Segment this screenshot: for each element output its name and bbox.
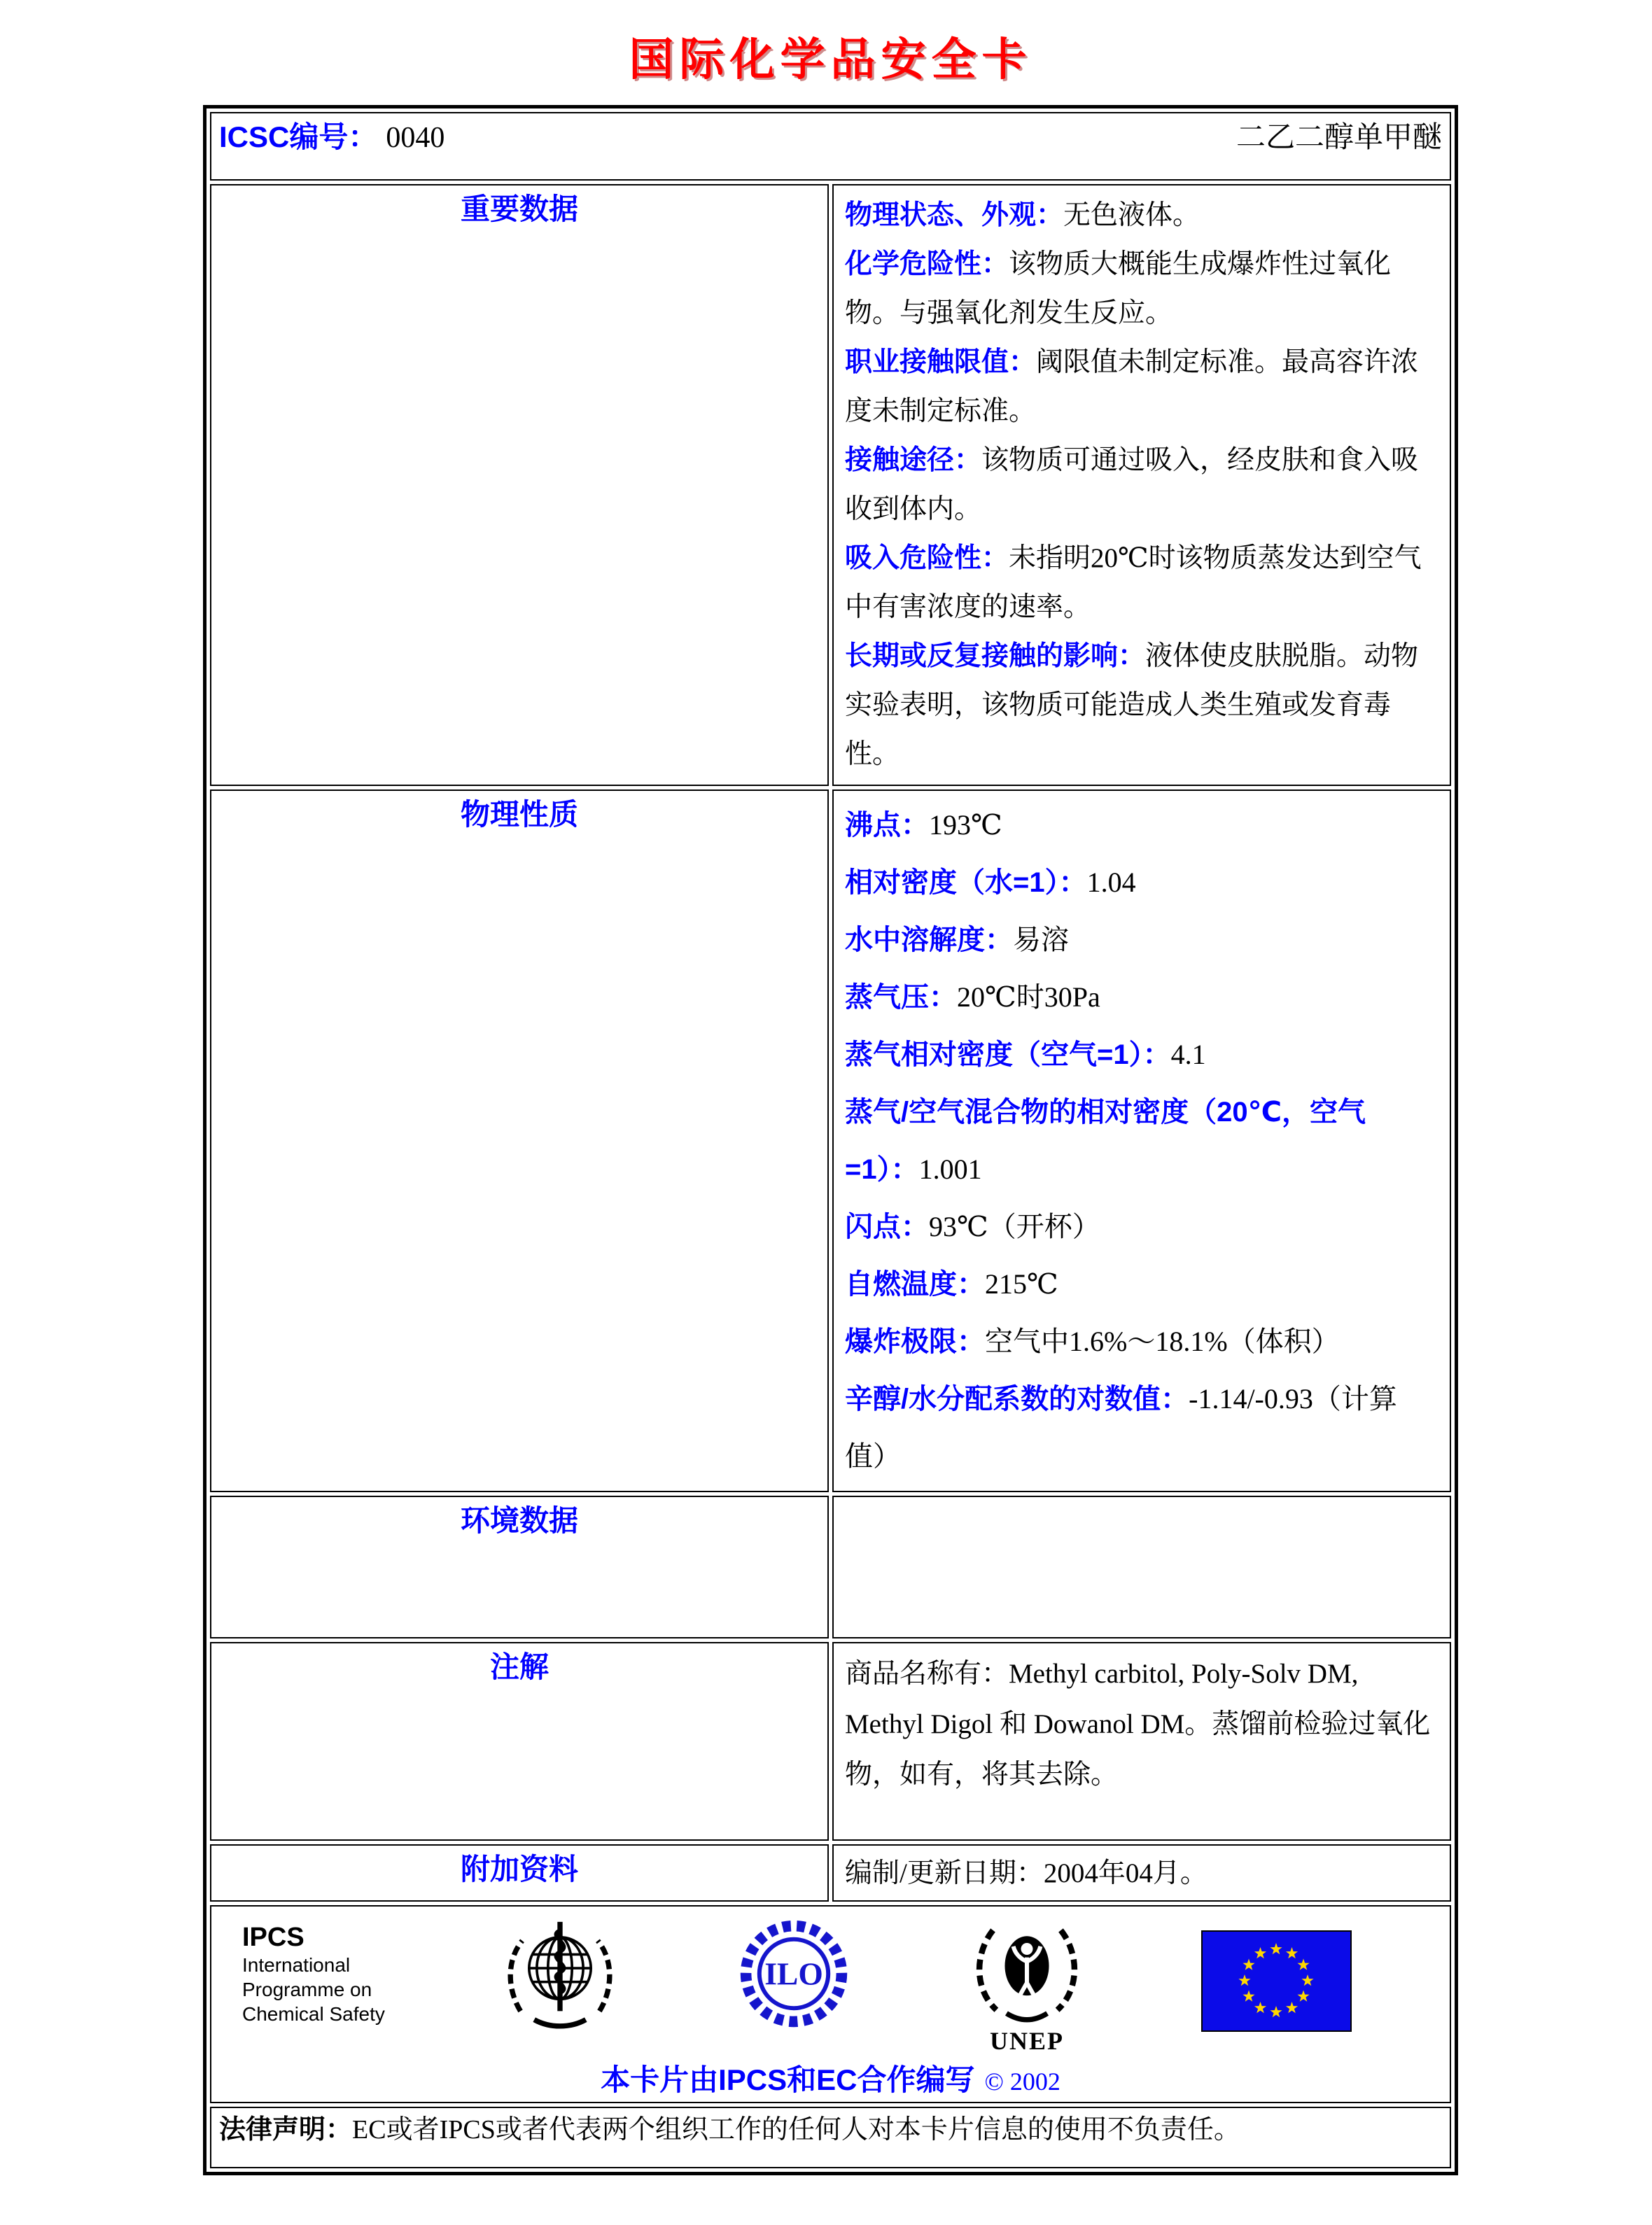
data-item bbox=[845, 534, 1438, 632]
property-row bbox=[845, 1198, 1438, 1256]
property-row bbox=[845, 854, 1438, 911]
physical-properties-content bbox=[832, 789, 1451, 1492]
legal-row bbox=[210, 2107, 1451, 2168]
header-inner bbox=[212, 114, 1449, 156]
property-key: 自燃温度： bbox=[845, 1269, 985, 1300]
property-row bbox=[845, 969, 1438, 1026]
copyright-text: © 2002 bbox=[984, 2068, 1060, 2096]
icsc-number-label: ICSC编号： bbox=[219, 120, 378, 153]
property-key: 蒸气相对密度（空气=1）： bbox=[845, 1039, 1171, 1070]
data-item bbox=[845, 240, 1438, 338]
section-label-additional-info: 附加资料 bbox=[210, 1844, 829, 1902]
icsc-table bbox=[203, 105, 1458, 2175]
property-key: 闪点： bbox=[845, 1212, 929, 1242]
property-value: 93℃（开杯） bbox=[929, 1211, 1100, 1242]
item-value: 该物质可通过吸入，经皮肤和食入吸收到体内。 bbox=[845, 445, 1419, 524]
unep-label: UNEP bbox=[989, 2027, 1064, 2055]
additional-info-content bbox=[832, 1844, 1451, 1902]
item-value: 该物质大概能生成爆炸性过氧化物。与强氧化剂发生反应。 bbox=[845, 249, 1392, 328]
data-item bbox=[845, 338, 1438, 436]
logos-strip bbox=[211, 1912, 1450, 2056]
item-key: 物理状态、外观： bbox=[845, 200, 1064, 230]
property-key: 爆炸极限： bbox=[845, 1326, 985, 1357]
legal-statement bbox=[212, 2109, 1449, 2151]
property-value: 193℃ bbox=[929, 809, 1002, 841]
who-logo-icon bbox=[500, 1915, 620, 2044]
data-item bbox=[845, 191, 1438, 240]
important-data-content bbox=[832, 184, 1451, 786]
section-label-important-data: 重要数据 bbox=[210, 184, 829, 786]
item-key: 接触途径： bbox=[845, 445, 982, 475]
property-key: 沸点： bbox=[845, 810, 929, 841]
notes-content bbox=[832, 1642, 1451, 1841]
item-value: 无色液体。 bbox=[1063, 200, 1200, 230]
property-value: 1.04 bbox=[1086, 866, 1136, 898]
property-key: 水中溶解度： bbox=[845, 925, 1013, 955]
ipcs-subtitle-line: Chemical Safety bbox=[242, 2003, 385, 2025]
chemical-name: 二乙二醇单甲醚 bbox=[1236, 122, 1442, 154]
ipcs-subtitle-line: Programme on bbox=[242, 1979, 372, 2000]
property-row bbox=[845, 796, 1438, 854]
ilo-label: ILO bbox=[764, 1956, 823, 1992]
caption-text: 本卡片由IPCS和EC合作编写 bbox=[601, 2063, 975, 2096]
property-key: 相对密度（水=1）： bbox=[845, 867, 1087, 898]
ipcs-title: IPCS bbox=[242, 1923, 304, 1952]
additional-info-text: 编制/更新日期：2004年04月。 bbox=[845, 1858, 1208, 1888]
item-key: 吸入危险性： bbox=[845, 543, 1009, 573]
property-row bbox=[845, 1256, 1438, 1313]
property-row bbox=[845, 1026, 1438, 1083]
property-key: 辛醇/水分配系数的对数值： bbox=[845, 1384, 1189, 1415]
item-value: 阈限值未制定标准。最高容许浓度未制定标准。 bbox=[845, 347, 1419, 426]
ipcs-logo bbox=[242, 1922, 385, 2026]
unep-logo bbox=[967, 1915, 1086, 2056]
property-value: 215℃ bbox=[985, 1268, 1058, 1300]
ilo-logo-icon bbox=[735, 1915, 853, 2033]
item-key: 职业接触限值： bbox=[845, 347, 1037, 377]
section-label-physical-properties: 物理性质 bbox=[210, 789, 829, 1492]
notes-text: 商品名称有：Methyl carbitol, Poly-Solv DM, Methyl Digol 和 Dowanol DM。蒸馏前检验过氧化物，如有，将其去除。 bbox=[845, 1659, 1431, 1790]
data-item bbox=[845, 436, 1438, 534]
item-value: 未指明20℃时该物质蒸发达到空气中有害浓度的速率。 bbox=[845, 543, 1422, 622]
legal-text: EC或者IPCS或者代表两个组织工作的任何人对本卡片信息的使用不负责任。 bbox=[352, 2115, 1240, 2145]
property-row bbox=[845, 1313, 1438, 1370]
property-key: 蒸气/空气混合物的相对密度（20℃，空气=1）： bbox=[845, 1097, 1366, 1185]
logos-row bbox=[210, 1905, 1451, 2103]
page-title: 国际化学品安全卡 bbox=[629, 34, 1032, 85]
property-value: -1.14/-0.93（计算值） bbox=[845, 1383, 1397, 1472]
data-item bbox=[845, 632, 1438, 779]
property-row bbox=[845, 911, 1438, 969]
property-value: 1.001 bbox=[918, 1153, 982, 1185]
property-value: 20℃时30Pa bbox=[957, 981, 1100, 1013]
property-value: 4.1 bbox=[1170, 1039, 1206, 1070]
property-key: 蒸气压： bbox=[845, 982, 957, 1013]
property-row bbox=[845, 1083, 1438, 1198]
item-key: 化学危险性： bbox=[845, 249, 1009, 279]
legal-label: 法律声明： bbox=[219, 2115, 353, 2145]
ipcs-subtitle-line: International bbox=[242, 1954, 351, 1976]
property-value: 易溶 bbox=[1013, 924, 1069, 955]
property-value: 空气中1.6%～18.1%（体积） bbox=[985, 1326, 1340, 1357]
item-value: 液体使皮肤脱脂。动物实验表明，该物质可能造成人类生殖或发育毒性。 bbox=[845, 641, 1419, 769]
section-label-environmental-data: 环境数据 bbox=[210, 1496, 829, 1638]
cooperation-caption bbox=[211, 2057, 1450, 2099]
section-label-notes: 注解 bbox=[210, 1642, 829, 1841]
item-key: 长期或反复接触的影响： bbox=[845, 641, 1146, 671]
header-row bbox=[210, 112, 1451, 181]
icsc-number-group bbox=[219, 114, 444, 156]
icsc-number-value: 0040 bbox=[386, 122, 445, 154]
unep-logo-icon bbox=[967, 1915, 1086, 2027]
property-row bbox=[845, 1370, 1438, 1485]
environmental-data-content bbox=[832, 1496, 1451, 1638]
eu-flag-icon bbox=[1201, 1930, 1352, 2035]
